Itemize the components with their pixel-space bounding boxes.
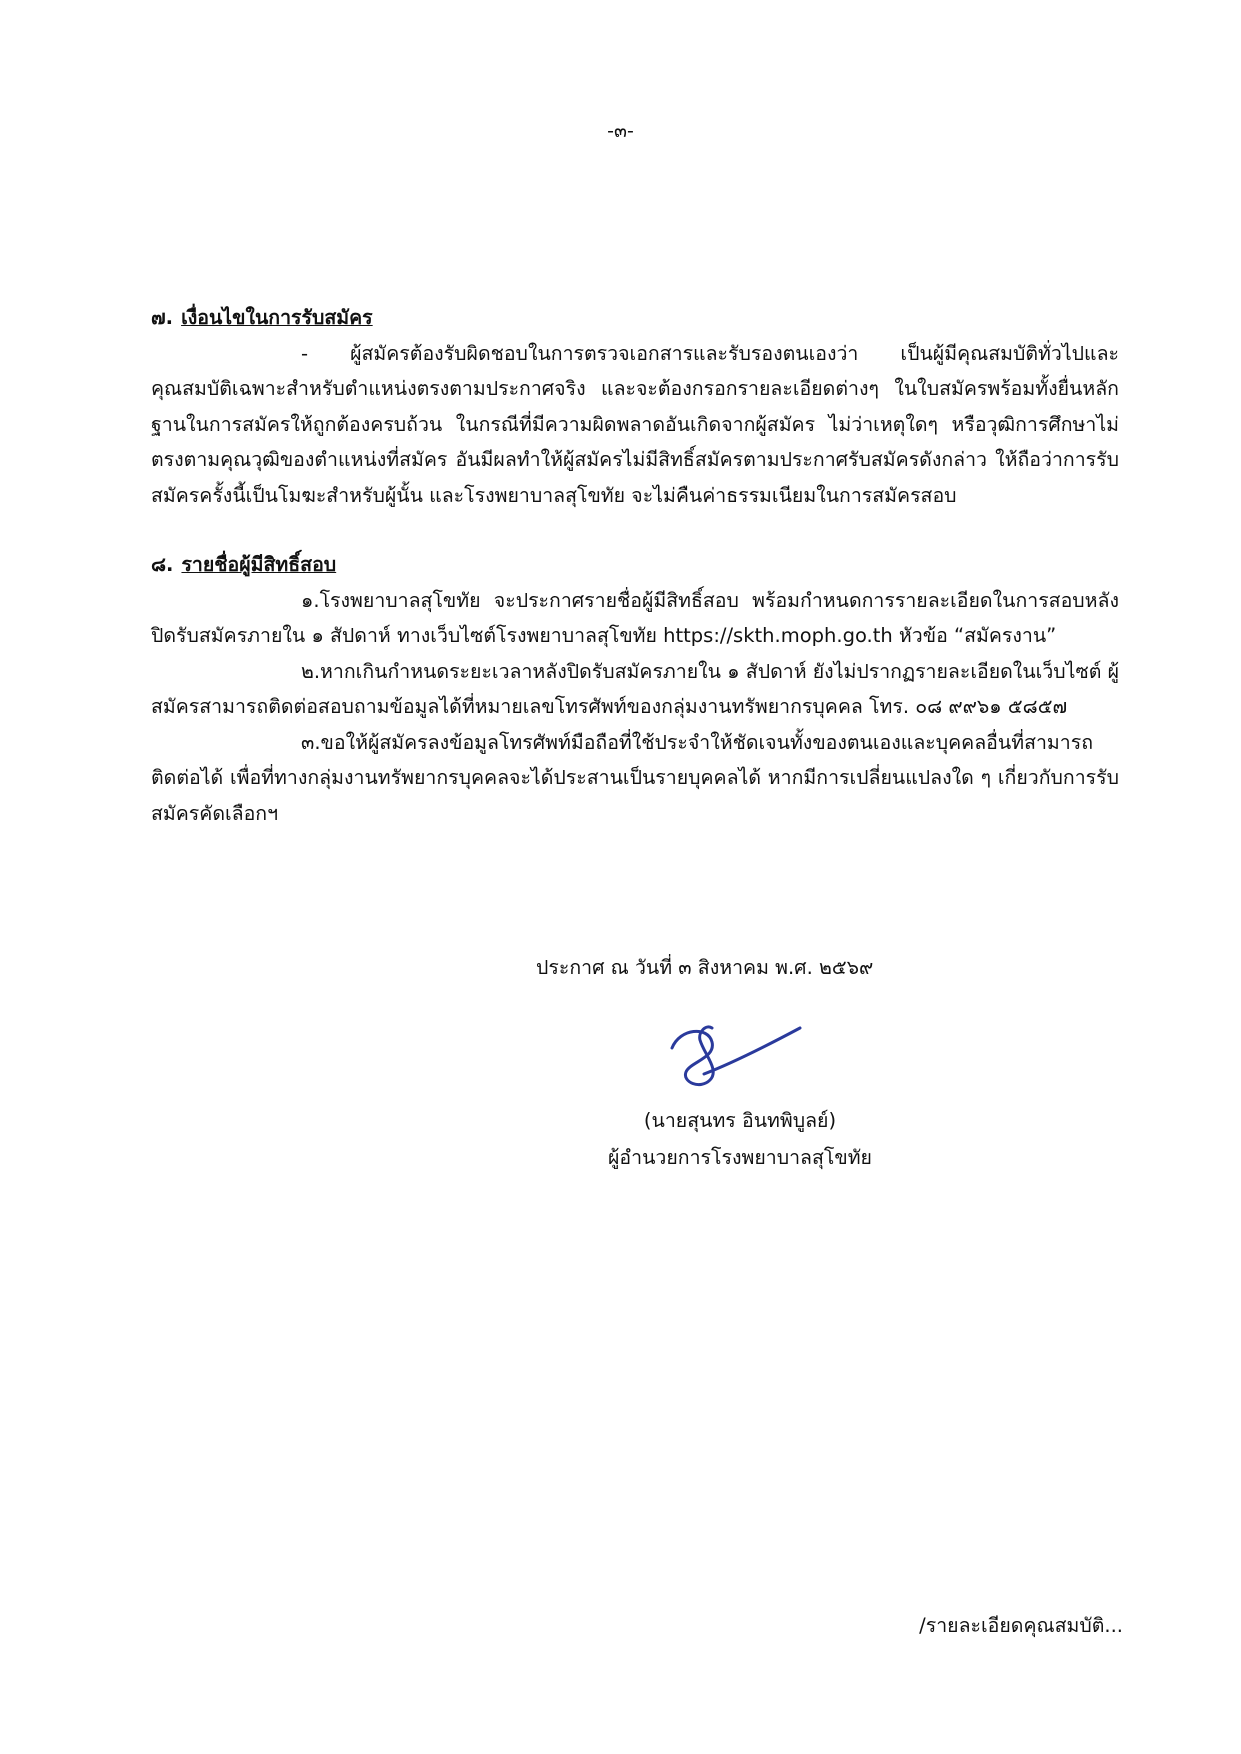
paragraph: - ผู้สมัครต้องรับผิดชอบในการตรวจเอกสารและรับรองตนเองว่า เป็นผู้มีคุณสมบัติทั่วไปและคุณสมบัติเฉพาะสำหรับตำแหน่งตรงตามประกาศจริง และจะต้องกรอกรายละเอียดต่างๆ ในใบสมัครพร้อมทั้งยื่นหลักฐานในการสมัครให้ถูกต้องครบถ้วน ในกรณีที่มีความผิดพลาดอันเกิดจากผู้สมัคร ไม่ว่าเหตุใดๆ หรือวุฒิการศึกษาไม่ตรงตามคุณวุฒิของตำแหน่งที่สมัคร อันมีผลทำให้ผู้สมัครไม่มีสิทธิ์สมัครตามประกาศรับสมัครดังกล่าว ให้ถือว่าการรับสมัครครั้งนี้เป็นโมฆะสำหรับผู้นั้น และโรงพยาบาลสุโขทัย จะไม่คืนค่าธรรมเนียมในการสมัครสอบ — [151, 341, 1119, 507]
signer-title: ผู้อำนวยการโรงพยาบาลสุโขทัย — [608, 1146, 872, 1169]
announcement-date: ประกาศ ณ วันที่ ๓ สิงหาคม พ.ศ. ๒๕๖๙ — [536, 956, 874, 979]
continued-text: /รายละเอียดคุณสมบัติ... — [919, 1614, 1123, 1637]
section-number: ๗. — [151, 306, 174, 329]
page-number: -๓- — [607, 120, 634, 142]
signer-name: (นายสุนทร อินทพิบูลย์) — [643, 1109, 837, 1132]
paragraph: ๓.ขอให้ผู้สมัครลงข้อมูลโทรศัพท์มือถือที่ใช้ประจำให้ชัดเจนทั้งของตนเองและบุคคลอื่นที่สามารถติดต่อได้ เพื่อที่ทางกลุ่มงานทรัพยากรบุคคลจะได้ประสานเป็นรายบุคคลได้ หากมีการเปลี่ยนแปลงใด ๆ เกี่ยวกับการรับสมัครคัดเลือกฯ — [151, 730, 1119, 825]
paragraph: ๑.โรงพยาบาลสุโขทัย จะประกาศรายชื่อผู้มีสิทธิ์สอบ พร้อมกำหนดการรายละเอียดในการสอบหลังปิดรับสมัครภายใน ๑ สัปดาห์ ทางเว็บไซต์โรงพยาบาลสุโขทัย https://skth.moph.go.th หัวข้อ “สมัครงาน” — [151, 588, 1119, 647]
signature-image — [660, 1018, 810, 1098]
paragraph: ๒.หากเกินกำหนดระยะเวลาหลังปิดรับสมัครภายใน ๑ สัปดาห์ ยังไม่ปรากฏรายละเอียดในเว็บไซต์ ผู้สมัครสามารถติดต่อสอบถามข้อมูลได้ที่หมายเลขโทรศัพท์ของกลุ่มงานทรัพยากรบุคคล โทร. ๐๘ ๙๙๖๑ ๕๘๕๗ — [151, 659, 1119, 718]
section-heading-8 — [151, 547, 1119, 583]
section-title: เงื่อนไขในการรับสมัคร — [181, 306, 373, 329]
section-heading-7 — [151, 300, 1119, 336]
document-body — [151, 300, 1119, 831]
section-title: รายชื่อผู้มีสิทธิ์สอบ — [181, 553, 337, 576]
section-number: ๘. — [151, 553, 174, 576]
